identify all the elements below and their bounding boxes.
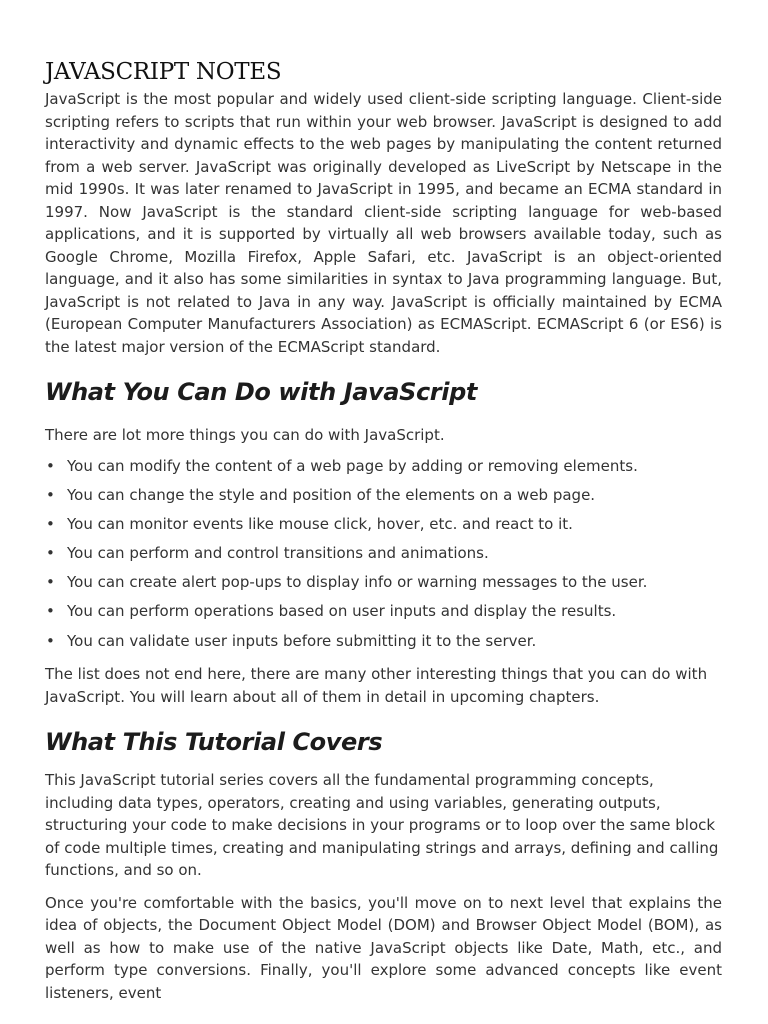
document-page	[45, 56, 722, 1004]
list-item-text: You can create alert pop-ups to display info or warning messages to the user.	[67, 573, 648, 592]
list-item	[45, 513, 722, 536]
bullet-icon: •	[46, 573, 55, 592]
list-item	[45, 484, 722, 507]
list-item	[45, 600, 722, 623]
bullet-icon: •	[46, 631, 55, 650]
heading-tutorial-covers: What This Tutorial Covers	[45, 728, 383, 757]
can-do-lead-paragraph: There are lot more things you can do with JavaScript.	[45, 426, 445, 444]
covers-paragraph-2: Once you're comfortable with the basics, you'll move on to next level that explains the idea of objects, the Document Object Model (DOM) and Browser Object Model (BOM), as well as how to make use of the native JavaScript objects like Date, Math, etc., and perform type conversions. Finally, you'll explore some advanced concepts like event listeners, event	[45, 893, 722, 1002]
can-do-bullet-list	[45, 455, 722, 653]
bullet-icon: •	[46, 602, 55, 621]
list-item	[45, 455, 722, 478]
list-item-text: You can modify the content of a web page by adding or removing elements.	[67, 456, 638, 475]
bullet-icon: •	[46, 514, 55, 533]
list-item-text: You can change the style and position of the elements on a web page.	[67, 485, 596, 504]
covers-paragraph-1: This JavaScript tutorial series covers all the fundamental programming concepts, including data types, operators, creating and using variables, generating outputs, structuring your code to make decisions in your programs or to loop over the same block of code multiple times, creating and manipulating strings and arrays, defining and calling functions, and so on.	[45, 771, 719, 880]
document-title: JAVASCRIPT NOTES	[45, 59, 282, 85]
list-item	[45, 542, 722, 565]
list-item-text: You can validate user inputs before submitting it to the server.	[67, 631, 537, 650]
list-item-text: You can monitor events like mouse click, hover, etc. and react to it.	[67, 514, 573, 533]
list-item-text: You can perform operations based on user inputs and display the results.	[67, 602, 617, 621]
bullet-icon: •	[46, 456, 55, 475]
bullet-icon: •	[46, 485, 55, 504]
list-item	[45, 571, 722, 594]
heading-what-you-can-do: What You Can Do with JavaScript	[45, 378, 477, 406]
intro-paragraph: JavaScript is the most popular and widely used client-side scripting language. Client-side scripting refers to scripts that run within your web browser. JavaScript is designed to add interactivity and dynamic effects to the web pages by manipulating the content returned from a web server. JavaScript was originally developed as LiveScript by Netscape in the mid 1990s. It was later renamed to JavaScript in 1995, and became an ECMA standard in 1997. Now JavaScript is the standard client-side scripting language for web-based applications, and it is supported by virtually all web browsers available today, such as Google Chrome, Mozilla Firefox, Apple Safari, etc. JavaScript is an object-oriented language, and it also has some similarities in syntax to Java programming language. But, JavaScript is not related to Java in any way. JavaScript is officially maintained by ECMA (European Computer Manufacturers Association) as ECMAScript. ECMAScript 6 (or ES6) is the latest major version of the ECMAScript standard.	[45, 90, 722, 356]
can-do-closing-paragraph: The list does not end here, there are many other interesting things that you can do with JavaScript. You will learn about all of them in detail in upcoming chapters.	[45, 665, 708, 706]
list-item-text: You can perform and control transitions and animations.	[67, 544, 489, 563]
list-item	[45, 630, 722, 653]
bullet-icon: •	[46, 544, 55, 563]
